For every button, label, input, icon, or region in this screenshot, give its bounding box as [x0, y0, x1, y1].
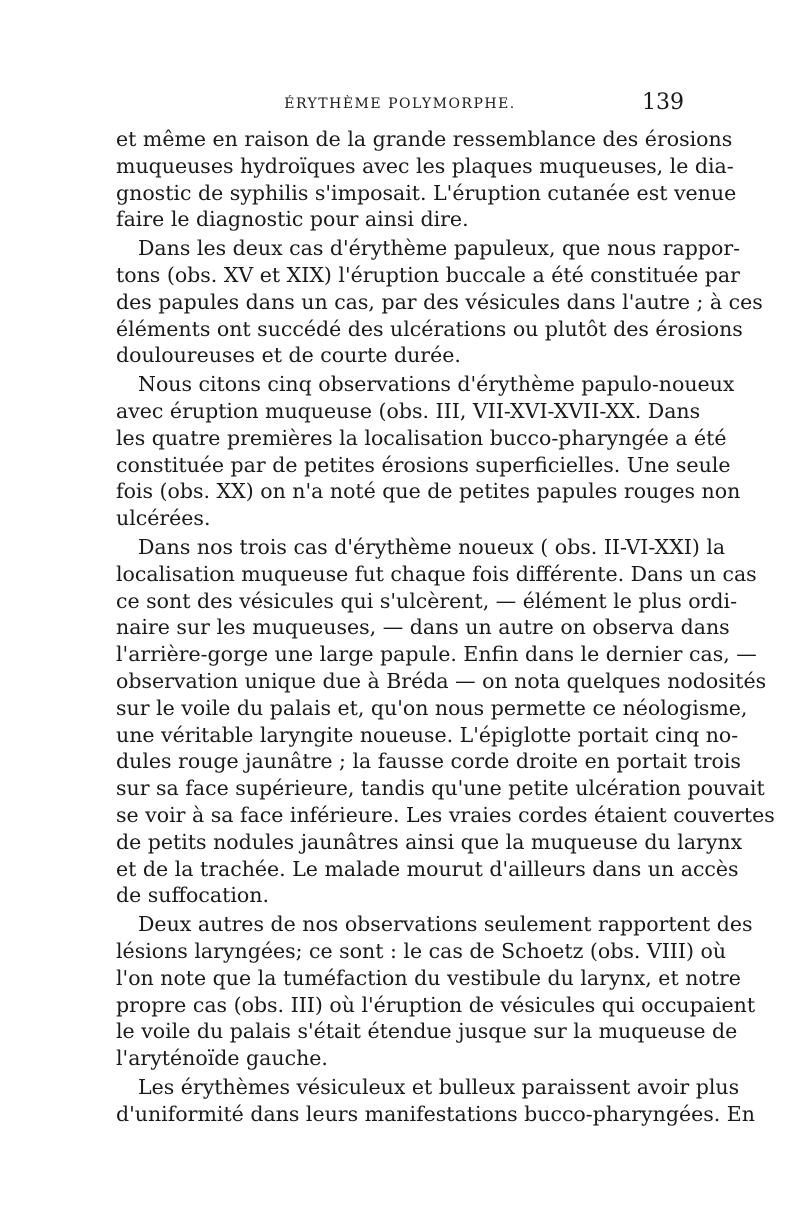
- text-line: fois (obs. XX) on n'a noté que de petites papules rouges non: [116, 479, 741, 504]
- text-line: lésions laryngées; ce sont : le cas de Schoetz (obs. VIII) où: [116, 938, 727, 963]
- text-line: gnostic de syphilis s'imposait. L'éruption cutanée est venue: [116, 180, 737, 205]
- text-line: constituée par de petites érosions superficielles. Une seule: [116, 452, 731, 477]
- text-line: le voile du palais s'était étendue jusque sur la muqueuse de: [116, 1019, 738, 1044]
- text-line: et de la trachée. Le malade mourut d'ailleurs dans un accès: [116, 856, 739, 881]
- paragraph-start-line: Nous citons cinq observations d'érythème papulo-noueux: [138, 372, 735, 397]
- paragraph-start-line: Dans les deux cas d'érythème papuleux, que nous rappor-: [138, 236, 741, 261]
- text-line: l'on note que la tuméfaction du vestibule du larynx, et notre: [116, 965, 741, 990]
- text-line: observation unique due à Bréda — on nota quelques nodosités: [116, 668, 767, 693]
- page-number: 139: [642, 90, 684, 115]
- text-line: éléments ont succédé des ulcérations ou plutôt des érosions: [116, 316, 743, 341]
- text-line: l'arrière-gorge une large papule. Enfin dans le dernier cas, —: [116, 642, 757, 667]
- text-line: dules rouge jaunâtre ; la fausse corde droite en portait trois: [116, 749, 741, 774]
- text-line: de petits nodules jaunâtres ainsi que la muqueuse du larynx: [116, 829, 743, 854]
- page-header: [116, 90, 684, 118]
- text-line: douloureuses et de courte durée.: [116, 343, 461, 368]
- text-line: sur sa face supérieure, tandis qu'une petite ulcération pouvait: [116, 776, 765, 801]
- text-line: sur le voile du palais et, qu'on nous permette ce néologisme,: [116, 695, 748, 720]
- text-line: des papules dans un cas, par des vésicules dans l'autre ; à ces: [116, 289, 763, 314]
- text-line: naire sur les muqueuses, — dans un autre on observa dans: [116, 615, 730, 640]
- text-line: une véritable laryngite noueuse. L'épiglotte portait cinq no-: [116, 722, 739, 747]
- running-title: ÉRYTHÈME POLYMORPHE.: [284, 96, 516, 112]
- text-line: les quatre premières la localisation bucco-pharyngée a été: [116, 425, 727, 450]
- text-line: ce sont des vésicules qui s'ulcèrent, — élément le plus ordi-: [116, 588, 738, 613]
- text-line: ulcérées.: [116, 506, 211, 531]
- paragraph-start-line: Deux autres de nos observations seulement rapportent des: [138, 912, 753, 937]
- text-line: tons (obs. XV et XIX) l'éruption buccale a été constituée par: [116, 262, 740, 287]
- text-line: muqueuses hydroïques avec les plaques muqueuses, le dia-: [116, 153, 734, 178]
- text-line: d'uniformité dans leurs manifestations bucco-pharyngées. En: [116, 1101, 755, 1126]
- text-line: et même en raison de la grande ressemblance des érosions: [116, 127, 733, 151]
- text-line: propre cas (obs. III) où l'éruption de vésicules qui occupaient: [116, 992, 756, 1017]
- text-line: avec éruption muqueuse (obs. III, VII-XVI-XVII-XX. Dans: [116, 398, 701, 423]
- text-line: de suffocation.: [116, 883, 269, 908]
- text-line: se voir à sa face inférieure. Les vraies cordes étaient couvertes: [116, 802, 775, 827]
- paragraph-start-line: Les érythèmes vésiculeux et bulleux paraissent avoir plus: [138, 1074, 740, 1099]
- text-line: l'aryténoïde gauche.: [116, 1046, 328, 1071]
- body-text: [116, 126, 775, 1127]
- text-line: faire le diagnostic pour ainsi dire.: [116, 207, 469, 232]
- text-line: localisation muqueuse fut chaque fois différente. Dans un cas: [116, 561, 757, 586]
- paragraph-start-line: Dans nos trois cas d'érythème noueux ( obs. II-VI-XXI) la: [138, 534, 726, 559]
